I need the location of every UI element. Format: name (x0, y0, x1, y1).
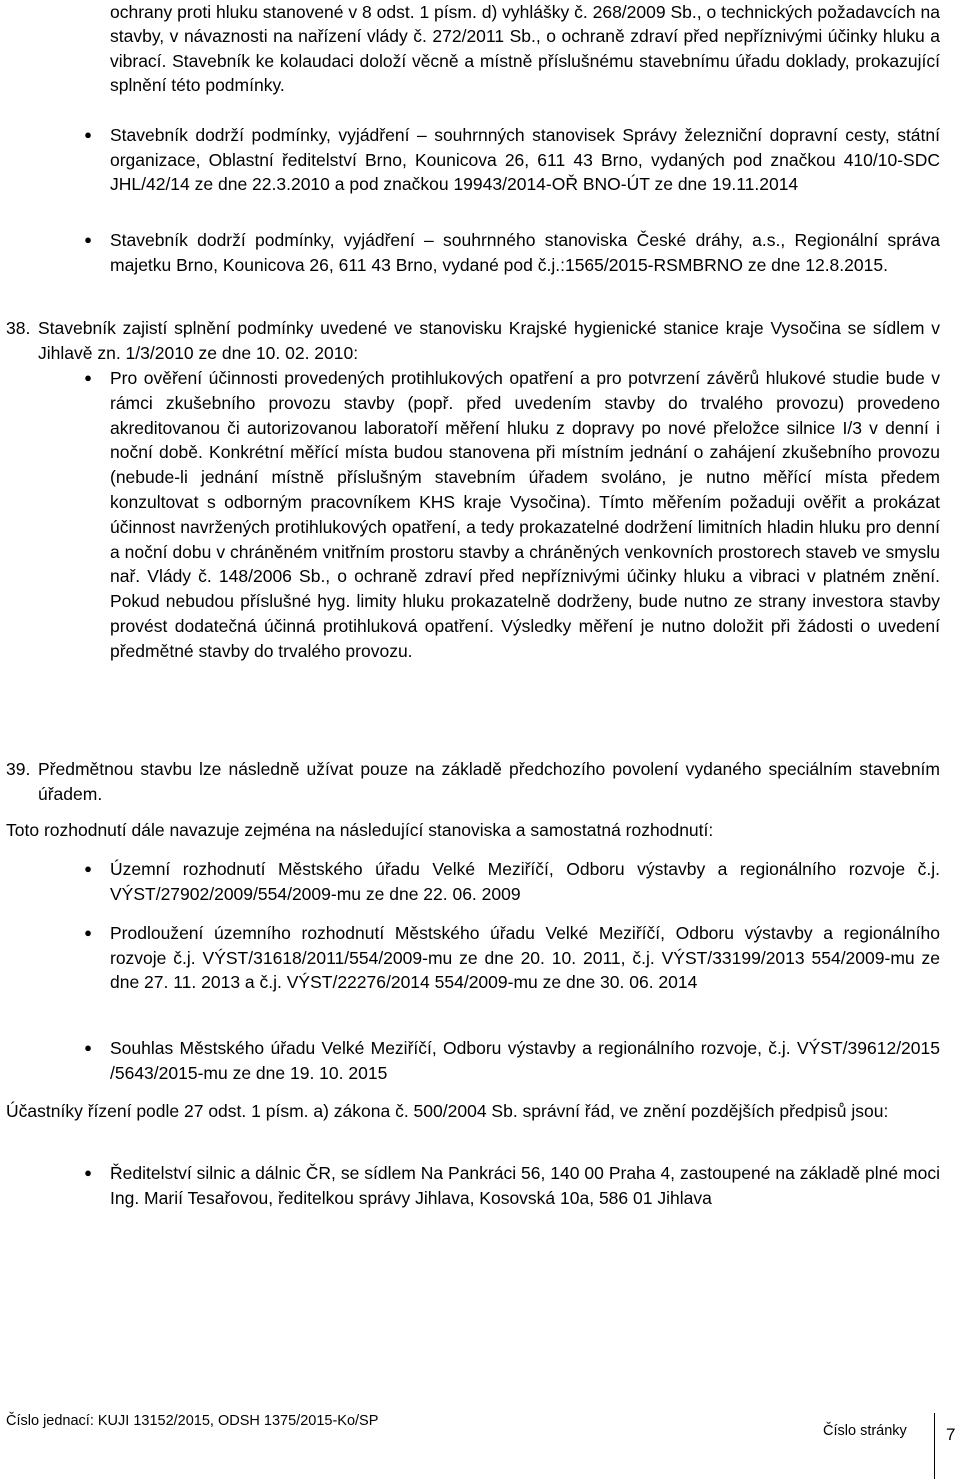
list-item-text: Územní rozhodnutí Městského úřadu Velké Meziříčí, Odboru výstavby a regionálního rozvoje č.j. VÝST/27902/2009/554/2009-mu ze dne 22. 06. 2009 (110, 859, 940, 904)
list-item (84, 366, 940, 664)
list-item (84, 123, 940, 197)
continued-paragraph: ochrany proti hluku stanovené v 8 odst. 1 písm. d) vyhlášky č. 268/2009 Sb., o technických požadavcích na stavby, v návaznosti na nařízení vlády č. 272/2011 Sb., o ochraně zdraví před nepříznivými účinky hluku a vibrací. Stavebník ke kolaudaci doloží věcně a místně příslušnému stavebnímu úřadu doklady, prokazující splnění této podmínky. (110, 2, 940, 95)
decision-intro: Toto rozhodnutí dále navazuje zejména na následující stanoviska a samostatná rozhodnutí: (6, 820, 714, 840)
list-item (84, 1161, 940, 1210)
bullet-icon: ● (84, 370, 92, 385)
list-item-text: Pro ověření účinnosti provedených protihlukových opatření a pro potvrzení závěrů hlukové studie bude v rámci zkušebního provozu stavby (popř. před uvedením stavby do trvalého provozu) provedeno akreditovanou či autorizovanou laboratoří měření hluku z dopravy po nové přeložce silnice I/3 v denní i noční době. Konkrétní měřící místa budou stanovena při místním jednání o zahájení zkušebního provozu (nebude-li jednání místně příslušným stavebním úřadem svoláno, je nutno měřící místa předem konzultovat s odborným pracovníkem KHS kraje Vysočina). Tímto měřením požaduji ověřit a prokázat účinnost navržených protihlukových opatření, a tedy prokazatelné dodržení limitních hladin hluku pro denní a noční dobu v chráněném vnitřním prostoru stavby a chráněných venkovních prostorech staveb ve smyslu nař. Vlády č. 148/2006 Sb., o ochraně zdraví před nepříznivými účinky hluku a vibraci v platném znění. Pokud nebudou příslušné hyg. limity hluku prokazatelně dodrženy, bude nutno ze strany investora stavby provést dodatečná účinná protihluková opatření. Výsledky měření je nutno doložit při žádosti o uvedení předmětné stavby do trvalého provozu. (110, 368, 940, 661)
list-item-text: Stavebník dodrží podmínky, vyjádření – souhrnných stanovisek Správy železniční dopravní cesty, státní organizace, Oblastní ředitelství Brno, Kounicova 26, 611 43 Brno, vydaných pod značkou 410/10-SDC JHL/42/14 ze dne 22.3.2010 a pod značkou 19943/2014-OŘ BNO-ÚT ze dne 19.11.2014 (110, 125, 940, 194)
list-item-text: Stavebník dodrží podmínky, vyjádření – souhrnného stanoviska České dráhy, a.s., Regionální správa majetku Brno, Kounicova 26, 611 43 Brno, vydané pod č.j.:1565/2015-RSMBRNO ze dne 12.8.2015. (110, 230, 940, 275)
item-number: 38. (6, 318, 31, 338)
footer-case-number: Číslo jednací: KUJI 13152/2015, ODSH 1375/2015-Ko/SP (6, 1413, 379, 1429)
bullet-icon: ● (84, 861, 92, 876)
bullet-icon: ● (84, 127, 92, 142)
bullet-icon: ● (84, 1165, 92, 1180)
footer-divider (934, 1413, 935, 1479)
list-item (84, 1036, 940, 1085)
list-item-text: Souhlas Městského úřadu Velké Meziříčí, Odboru výstavby a regionálního rozvoje, č.j. VÝST/39612/2015 /5643/2015-mu ze dne 19. 10. 2015 (110, 1038, 940, 1083)
list-item (84, 857, 940, 906)
participants-intro: Účastníky řízení podle 27 odst. 1 písm. a) zákona č. 500/2004 Sb. správní řád, ve znění pozdějších předpisů jsou: (6, 1101, 889, 1121)
list-item-text: Prodloužení územního rozhodnutí Městského úřadu Velké Meziříčí, Odboru výstavby a regionálního rozvoje č.j. VÝST/31618/2011/554/2009-mu ze dne 20. 10. 2011, č.j. VÝST/33199/2013 554/2009-mu ze dne 27. 11. 2013 a č.j. VÝST/22276/2014 554/2009-mu ze dne 30. 06. 2014 (110, 923, 940, 992)
item-number: 39. (6, 759, 31, 779)
item-39-text: Předmětnou stavbu lze následně užívat pouze na základě předchozího povolení vydaného speciálním stavebním úřadem. (38, 759, 940, 804)
bullet-icon: ● (84, 232, 92, 247)
list-item (84, 228, 940, 277)
bullet-icon: ● (84, 1040, 92, 1055)
footer-page-label: Číslo stránky (823, 1423, 907, 1439)
list-item (84, 921, 940, 995)
item-38-text: Stavebník zajistí splnění podmínky uvedené ve stanovisku Krajské hygienické stanice kraje Vysočina se sídlem v Jihlavě zn. 1/3/2010 ze dne 10. 02. 2010: (38, 318, 940, 363)
bullet-icon: ● (84, 925, 92, 940)
page-number: 7 (946, 1425, 956, 1444)
list-item-text: Ředitelství silnic a dálnic ČR, se sídlem Na Pankráci 56, 140 00 Praha 4, zastoupené na základě plné moci Ing. Marií Tesařovou, ředitelkou správy Jihlava, Kosovská 10a, 586 01 Jihlava (110, 1163, 940, 1208)
